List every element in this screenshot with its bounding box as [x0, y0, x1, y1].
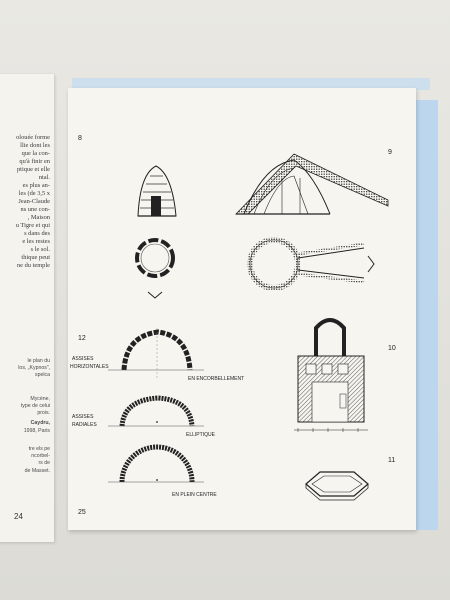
- label-en-plein-centre: EN PLEIN CENTRE: [172, 492, 217, 498]
- fig12-elliptical-arch: [72, 398, 216, 438]
- label-en-encorbellement: EN ENCORBELLEMENT: [188, 376, 245, 382]
- label-elliptique: ELLIPTIQUE: [186, 432, 215, 438]
- figure-number-9: 9: [388, 149, 392, 156]
- label-horizontales: HORIZONTALES: [70, 364, 109, 370]
- figure-number-11: 11: [388, 457, 396, 464]
- left-page-number: 24: [14, 512, 23, 521]
- label-assises-2: ASSISES: [72, 414, 94, 420]
- fig9-tholos-section: [236, 154, 388, 214]
- left-page-caption-top: le plan du los, „Kypnos”, spelca: [18, 358, 50, 379]
- fig8-circular-plan: [137, 240, 173, 298]
- right-page-number: 25: [78, 509, 86, 516]
- fig10-arched-gate: [294, 320, 368, 432]
- label-assises-1: ASSISES: [72, 356, 94, 362]
- left-page-caption-year: 1998, Paris: [23, 428, 50, 434]
- label-radiales: RADIALES: [72, 422, 97, 428]
- figure-number-10: 10: [388, 345, 396, 352]
- fig8-beehive-elevation: [138, 166, 176, 216]
- figure-number-8: 8: [78, 135, 82, 142]
- fig11-hexagonal-structure: [306, 472, 368, 500]
- left-page-caption-bottom: tre els pe ncorbel- rs de de Masset.: [24, 446, 50, 474]
- fig12-corbelled-arch: [70, 328, 244, 382]
- left-page-body-text: olouée forme llie dont les que la con- qu'à finir en ptique et elle ntal. es plus an- les (de 3,5 x Jean-Claude ns une con- , Maison u Tigre et qui s dans des e les restes s le sol. thique peut ne du temple: [15, 134, 50, 269]
- left-page-caption-mid: Mycène, type de celui prois.: [20, 396, 50, 417]
- fig9-tholos-plan: [250, 240, 374, 288]
- architectural-drawings: [68, 88, 416, 530]
- fig12-semicircular-arch: [108, 447, 217, 498]
- right-page: [68, 88, 416, 530]
- figure-number-12: 12: [78, 335, 86, 342]
- left-page: [0, 74, 54, 542]
- left-page-caption-name: Caydru,: [30, 420, 50, 426]
